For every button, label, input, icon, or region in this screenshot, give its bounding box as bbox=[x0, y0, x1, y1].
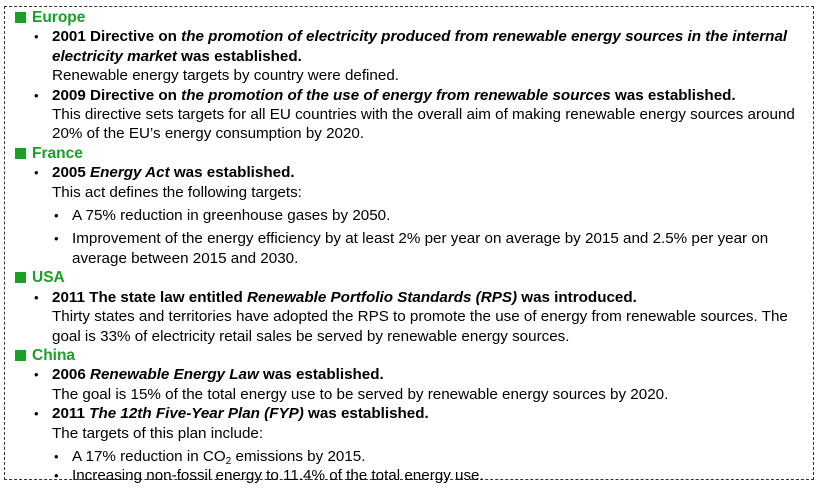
item-description: Renewable energy targets by country were defined. bbox=[52, 67, 399, 85]
heading-text: 2001 Directive on bbox=[52, 28, 182, 46]
bullet-icon: • bbox=[34, 165, 39, 181]
sub-item-text: Increasing non-fossil energy to 11.4% of the total energy use. bbox=[72, 467, 484, 485]
policy-list bbox=[14, 8, 804, 486]
item-description: The goal is 15% of the total energy use to be served by renewable energy sources by 2020. bbox=[52, 385, 669, 403]
item-description: This act defines the following targets: bbox=[52, 183, 302, 201]
item-description: This directive sets targets for all EU countries with the overall aim of making renewable energy sources around 20% of the EU’s energy consumption by 2020. bbox=[52, 106, 795, 143]
heading-text: was established. bbox=[169, 164, 295, 182]
region-title: France bbox=[32, 144, 83, 162]
item-heading bbox=[52, 87, 736, 104]
item-heading bbox=[52, 289, 637, 306]
region-title: USA bbox=[32, 269, 65, 287]
heading-title: Renewable Energy Law bbox=[90, 366, 259, 384]
heading-title: Renewable Portfolio Standards (RPS) bbox=[246, 288, 518, 306]
green-square-icon bbox=[15, 12, 26, 23]
sub-item bbox=[14, 447, 804, 466]
bullet-icon: • bbox=[34, 406, 39, 422]
heading-text: was introduced. bbox=[517, 288, 637, 306]
bullet-icon: • bbox=[34, 289, 39, 305]
item-heading bbox=[52, 366, 384, 383]
region-title: Europe bbox=[32, 9, 86, 26]
heading-text: 2006 bbox=[52, 366, 91, 384]
item-description: Thirty states and territories have adopted the RPS to promote the use of energy from renewable sources. The goal is 33% of electricity retail sales be served by renewable energy sources. bbox=[52, 308, 788, 345]
item-description: The targets of this plan include: bbox=[52, 424, 264, 442]
bullet-icon: • bbox=[34, 87, 39, 103]
bullet-icon: • bbox=[54, 468, 59, 484]
item-heading bbox=[52, 405, 429, 422]
green-square-icon bbox=[15, 350, 26, 361]
heading-text: 2009 Directive on bbox=[52, 86, 182, 104]
sub-item bbox=[14, 466, 804, 485]
item-heading bbox=[52, 164, 295, 181]
sub-item bbox=[14, 229, 804, 268]
list-item bbox=[14, 27, 804, 66]
green-square-icon bbox=[15, 148, 26, 159]
sub-item-text: Improvement of the energy efficiency by at least 2% per year on average by 2015 and 2.5% per year on average between 2015 and 2030. bbox=[72, 230, 769, 267]
heading-text: was established. bbox=[176, 47, 302, 65]
region-france bbox=[14, 144, 804, 163]
heading-title: the promotion of electricity produced from renewable energy sources in the internal electricity market bbox=[52, 28, 788, 65]
heading-title: the promotion of the use of energy from renewable sources bbox=[181, 86, 611, 104]
bullet-icon: • bbox=[54, 231, 59, 247]
sub-item-text-part: A 17% reduction in CO bbox=[72, 447, 226, 465]
heading-text: 2005 bbox=[52, 164, 91, 182]
region-usa bbox=[14, 268, 804, 287]
heading-title: Energy Act bbox=[90, 164, 170, 182]
sub-item bbox=[14, 206, 804, 225]
bullet-icon: • bbox=[34, 29, 39, 45]
heading-text: 2011 The state law entitled bbox=[52, 288, 247, 306]
bullet-icon: • bbox=[54, 448, 59, 464]
region-title: China bbox=[32, 346, 76, 364]
heading-title: The 12th Five-Year Plan (FYP) bbox=[89, 405, 304, 423]
list-item bbox=[14, 365, 804, 384]
subscript: 2 bbox=[225, 455, 232, 467]
list-item bbox=[14, 288, 804, 307]
list-item bbox=[14, 404, 804, 423]
green-square-icon bbox=[15, 272, 26, 283]
region-china bbox=[14, 346, 804, 365]
heading-text: 2011 bbox=[52, 405, 90, 423]
sub-item-text bbox=[72, 448, 365, 465]
list-item bbox=[14, 86, 804, 105]
sub-item-text-part: emissions by 2015. bbox=[231, 447, 366, 465]
bullet-icon: • bbox=[34, 367, 39, 383]
heading-text: was established. bbox=[303, 405, 429, 423]
heading-text: was established. bbox=[610, 86, 736, 104]
region-europe bbox=[14, 8, 804, 27]
list-item bbox=[14, 163, 804, 182]
sub-item-text: A 75% reduction in greenhouse gases by 2050. bbox=[72, 207, 391, 225]
bullet-icon: • bbox=[54, 208, 59, 224]
heading-text: was established. bbox=[258, 366, 384, 384]
item-heading bbox=[52, 28, 787, 64]
